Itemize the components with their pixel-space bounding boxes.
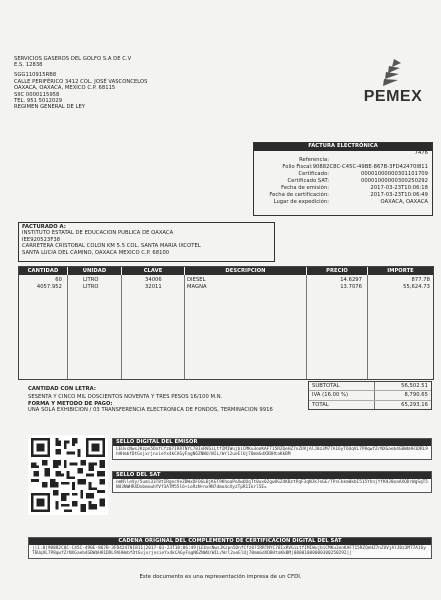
factura-value: 00001000000301101709 [360, 170, 428, 177]
iva-value: 8,790.65 [404, 392, 428, 399]
sello-emisor-box [112, 438, 432, 460]
factura-row [254, 171, 432, 178]
factura-value: 00001000000300250292 [360, 177, 428, 184]
table-row [19, 277, 433, 284]
factura-label: Fecha de emisión: [281, 184, 329, 191]
client-name: INSTITUTO ESTATAL DE EDUCACION PUBLICA DE OAXACA [22, 230, 174, 237]
total-row [309, 400, 431, 409]
factura-row [254, 164, 432, 171]
iva-row [309, 390, 431, 399]
cell-clave: 32011 [145, 284, 162, 290]
issuer-address-line2: OAXACA, OAXACA, MEXICO C.P. 68115 [14, 85, 116, 92]
subtotal-row [309, 382, 431, 390]
facturado-a-box [18, 222, 275, 262]
total-label: TOTAL [309, 401, 375, 409]
factura-electronica-box [253, 142, 433, 216]
letra-title: CANTIDAD CON LETRA: [28, 386, 96, 392]
cell-unidad: LITRO [83, 277, 99, 283]
factura-heading: FACTURA ELECTRÓNICA [254, 143, 432, 151]
subtotal-label: SUBTOTAL [309, 382, 375, 390]
factura-label: Referencia: [299, 156, 329, 163]
column-header-importe: IMPORTE [368, 267, 433, 275]
cell-descripcion: DIESEL [187, 277, 206, 283]
factura-value: 2017-03-23T10:06:49 [370, 191, 428, 198]
issuer-es: E.S. 12838 [14, 62, 43, 69]
cell-importe: 55,624.73 [403, 284, 430, 290]
sello-emisor-text: LEUvcNwsJKzpn5DnfCfz07IRRTNYC78IxRVGiLtfIMIWujbiCMKu3onKAFT15RZQeHZ7nZUVjAlJ0z3M77A16yT6UqVL7P8qwfZrNXGaeb4GBWbHH1DRL9hHHmbfDtGvjxrjnsieYx4kCAGyFagN6ZNWU/WIL/Wrl2ueElUj70mmGdXDBHtaKkBM [116, 447, 428, 458]
column-header-unidad: UNIDAD [68, 267, 122, 275]
column-header-cantidad: CANTIDAD [19, 267, 68, 275]
table-row [19, 284, 433, 291]
factura-row [254, 178, 432, 185]
factura-row [254, 199, 432, 206]
sello-emisor-heading: SELLO DIGITAL DEL EMISOR [113, 439, 431, 446]
pago-title: FORMA Y METODO DE PAGO: [28, 400, 113, 407]
pemex-eagle-icon [380, 58, 404, 88]
cadena-heading: CADENA ORIGINAL DEL COMPLEMENTO DE CERTIFICACION DIGITAL DEL SAT [29, 538, 431, 545]
factura-value: OAXACA, OAXACA [380, 198, 428, 205]
cell-descripcion: MAGNA [187, 284, 207, 290]
issuer-name: SERVICIOS GASEROS DEL GOLFO S.A DE C.V [14, 56, 132, 62]
client-address-line2: SANTA LUCIA DEL CAMINO, OAXACA MEXICO C.P. 68100 [22, 249, 170, 256]
pago-text: UNA SOLA EXHIBICION / 03 TRANSFERENCIA ELECTRONICA DE FONDOS, TERMINACION 9916 [28, 407, 273, 414]
factura-label: Fecha de certificación: [269, 191, 329, 198]
issuer-phone: TEL. 951 5012029 [14, 97, 63, 104]
cell-clave: 34006 [145, 277, 162, 283]
factura-value: 2017-03-23T10:06:18 [370, 184, 428, 191]
footer-note: Este documento es una representación impresa de un CFDI. [139, 574, 302, 580]
cadena-text: ||1.0|90882C8C-C45C-49BE-867B-3FD42470I811|2017-03-23T10:06:49|LEUvcNwsJKzpn5DnfCfz07IRRTNYC78IxRVGiLtfIMIWujbiCMKu3onKAFT15RZQeHZ7nZUVjAlJ0z3M77A16yT6UqVL7P8qwfZrNXGaeb4GBWbHH1DRL9hHHmbfDtGvjxrjnsieYx4kCAGyFagN6ZNWU/WIL/Wrl2ueElUj70mmGdXDBHtaKkBM|00001000000300250292|| [32, 546, 426, 557]
factura-label: Lugar de expedición: [273, 198, 329, 205]
pemex-wordmark: PEMEX [363, 88, 423, 105]
issuer-regime: REGIMEN GENERAL DE LEY [14, 104, 86, 111]
cell-precio: 14.6297 [340, 277, 362, 283]
factura-label: Certificado SAT: [287, 177, 329, 184]
iva-label: IVA (16.00 %) [309, 391, 375, 399]
issuer-block [14, 56, 244, 111]
column-header-descripcion: DESCRIPCION [185, 267, 307, 275]
pemex-logo [360, 58, 426, 106]
client-rfc: IEE920523F38 [22, 236, 61, 243]
facturado-title: FACTURADO A: [22, 224, 66, 230]
sello-sat-box [112, 471, 432, 493]
issuer-sic: SIIC 0000115958 [14, 91, 60, 98]
items-header-row [19, 267, 433, 275]
column-header-clave: CLAVE [122, 267, 185, 275]
factura-label: Folio Fiscal: [282, 163, 313, 170]
factura-label: Certificado: [298, 170, 329, 177]
total-value: 65,293.16 [401, 401, 428, 408]
cell-precio: 13.7076 [340, 284, 362, 290]
cell-cantidad: 60 [55, 277, 62, 283]
factura-row [254, 185, 432, 192]
amount-in-words-block [28, 386, 278, 414]
cell-cantidad: 4057.952 [36, 284, 62, 290]
qr-code [28, 435, 108, 515]
items-table [18, 266, 434, 380]
subtotal-value: 56,502.51 [401, 383, 428, 389]
factura-number: 7476 [414, 150, 428, 157]
totals-box [308, 381, 432, 410]
issuer-rfc: SGG110915RB8 [14, 72, 57, 79]
amount-in-words: SESENTA Y CINCO MIL DOSCIENTOS NOVENTA Y TRES PESOS 16/100 M.N. [28, 394, 223, 401]
issuer-address-line1: CALLE PERIFÉRICO 3412 COL. JOSÉ VASCONCELOS [14, 78, 148, 85]
factura-row [254, 192, 432, 199]
sello-sat-text: nmNlleVy/5umi33T8tIRqecVeZDWxDFOGLBjKGT9KhoaPoXwUUqTt0ux02gwOGZ4KBztPqF3qNJk7oGE/TPsCkkm0kbI515YhnjYfKHJ0oaAXQDrWgSqT5NH3NWHRXDxbmxwhYVf3ATM55l6+ioRzN+nx9N7dmo4cXyzTpR1Ikrl5E= [116, 480, 428, 491]
factura-row [254, 157, 432, 164]
sello-sat-heading: SELLO DEL SAT [113, 472, 431, 479]
cell-unidad: LITRO [83, 284, 99, 290]
cadena-original-box [28, 537, 432, 559]
cell-importe: 877.78 [411, 277, 430, 283]
column-header-precio: PRECIO [307, 267, 368, 275]
client-address-line1: CARRETERA CRISTOBAL COLON KM 5.5 COL. SANTA MARIA IXCOTEL [22, 243, 201, 250]
factura-value: 90882C8C-C45C-49BE-867B-3FD42470I811 [312, 163, 428, 170]
